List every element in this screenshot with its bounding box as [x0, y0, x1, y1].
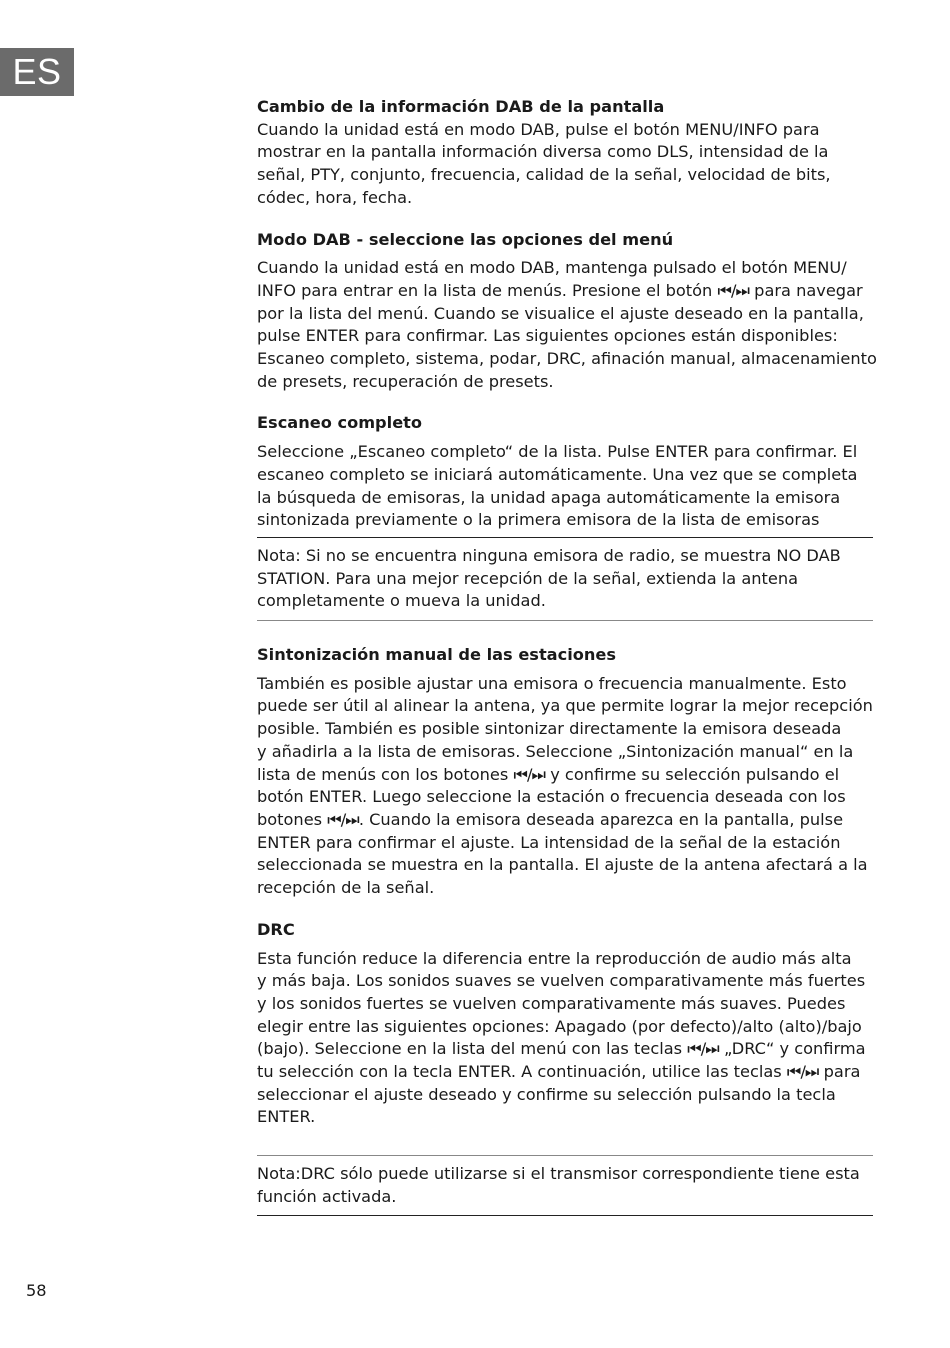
section-heading: Cambio de la información DAB de la pantalla: [257, 97, 665, 116]
section-info-display: [257, 96, 873, 210]
prev-next-icon: ⏮/⏭: [513, 764, 546, 784]
section-body: [257, 441, 873, 532]
prev-next-icon: ⏮/⏭: [717, 280, 750, 300]
text-line: por la lista del menú. Cuando se visualice el ajuste deseado en la pantalla,: [257, 303, 864, 323]
text-fragment: „DRC“ y confirma: [718, 1039, 866, 1059]
text-line: y añadirla a la lista de emisoras. Seleccione „Sintonización manual“ en la: [257, 741, 854, 761]
text-line: Seleccione „Escaneo completo“ de la lista. Pulse ENTER para confirmar. El: [257, 442, 858, 462]
text-line: pulse ENTER para confirmar. Las siguientes opciones están disponibles:: [257, 326, 838, 346]
text-line: y los sonidos fuertes se vuelven comparativamente más suaves. Puedes: [257, 993, 846, 1013]
prev-next-icon: ⏮/⏭: [687, 1039, 719, 1059]
text-line: [257, 280, 873, 303]
text-line: sintonizada previamente o la primera emisora de la lista de emisoras: [257, 510, 820, 530]
text-line: mostrar en la pantalla información diversa como DLS, intensidad de la: [257, 142, 829, 162]
text-line: ENTER.: [257, 1107, 316, 1127]
text-line: posible. También es posible sintonizar directamente la emisora deseada: [257, 719, 842, 739]
text-fragment: botones: [257, 809, 328, 829]
note-text: [257, 545, 873, 613]
text-line: Cuando la unidad está en modo DAB, pulse el botón MENU/INFO para: [257, 119, 820, 139]
section-heading: Sintonización manual de las estaciones: [257, 645, 617, 665]
section-full-scan: [257, 412, 873, 621]
text-fragment: para navegar: [749, 280, 863, 300]
text-line: Nota:DRC sólo puede utilizarse si el transmisor correspondiente tiene esta: [257, 1164, 860, 1184]
divider: [257, 1155, 873, 1156]
text-line: [257, 1038, 873, 1061]
section-heading: DRC: [257, 919, 295, 939]
text-fragment: para: [818, 1062, 861, 1082]
text-line: completamente o mueva la unidad.: [257, 591, 546, 611]
text-line: ENTER para confirmar el ajuste. La intensidad de la señal de la estación: [257, 832, 841, 852]
section-body: [257, 257, 877, 393]
section-body: [257, 948, 873, 1130]
text-line: Cuando la unidad está en modo DAB, mantenga pulsado el botón MENU/: [257, 258, 847, 278]
text-line: la búsqueda de emisoras, la unidad apaga automáticamente la emisora: [257, 487, 841, 507]
text-fragment: INFO para entrar en la lista de menús. Presione el botón: [257, 280, 718, 300]
text-line: STATION. Para una mejor recepción de la señal, extienda la antena: [257, 568, 798, 588]
page-content: [257, 96, 877, 1216]
prev-next-icon: ⏮/⏭: [327, 809, 359, 829]
section-body: [257, 673, 873, 900]
text-line: [257, 809, 873, 832]
text-fragment: . Cuando la emisora deseada aparezca en la pantalla, pulse: [358, 809, 844, 829]
section-heading: Modo DAB - seleccione las opciones del menú: [257, 229, 674, 249]
text-line: Nota: Si no se encuentra ninguna emisora de radio, se muestra NO DAB: [257, 545, 841, 565]
section-heading: Escaneo completo: [257, 413, 423, 433]
note-text: [257, 1163, 873, 1208]
divider: [257, 620, 873, 621]
text-line: [257, 1061, 873, 1084]
text-fragment: tu selección con la tecla ENTER. A continuación, utilice las teclas: [257, 1062, 787, 1082]
section-drc: [257, 919, 873, 1216]
prev-next-icon: ⏮/⏭: [786, 1062, 819, 1082]
text-line: códec, hora, fecha.: [257, 187, 413, 207]
text-line: puede ser útil al alinear la antena, ya que permite lograr la mejor recepción: [257, 696, 873, 716]
text-fragment: lista de menús con los botones: [257, 764, 514, 784]
text-line: seleccionar el ajuste deseado y confirme su selección pulsando la tecla: [257, 1084, 836, 1104]
text-line: recepción de la señal.: [257, 878, 435, 898]
text-line: escaneo completo se iniciará automáticamente. Una vez que se completa: [257, 464, 858, 484]
text-line: señal, PTY, conjunto, frecuencia, calidad de la señal, velocidad de bits,: [257, 165, 831, 185]
text-line: botón ENTER. Luego seleccione la estación o frecuencia deseada con los: [257, 787, 846, 807]
section-manual-tuning: [257, 644, 873, 900]
section-menu-options: [257, 229, 877, 394]
section-body: [257, 119, 873, 210]
text-line: Escaneo completo, sistema, podar, DRC, afinación manual, almacenamiento: [257, 349, 877, 369]
text-line: elegir entre las siguientes opciones: Apagado (por defecto)/alto (alto)/bajo: [257, 1016, 862, 1036]
text-fragment: (bajo). Seleccione en la lista del menú con las teclas: [257, 1039, 688, 1059]
divider: [257, 1215, 873, 1216]
divider: [257, 537, 873, 538]
text-line: También es posible ajustar una emisora o frecuencia manualmente. Esto: [257, 673, 847, 693]
language-tab: ES: [0, 48, 74, 96]
text-line: Esta función reduce la diferencia entre la reproducción de audio más alta: [257, 948, 852, 968]
text-fragment: y confirme su selección pulsando el: [545, 764, 840, 784]
text-line: [257, 764, 873, 787]
text-line: seleccionada se muestra en la pantalla. El ajuste de la antena afectará a la: [257, 855, 868, 875]
page-number: 58: [26, 1281, 47, 1300]
text-line: y más baja. Los sonidos suaves se vuelven comparativamente más fuertes: [257, 971, 866, 991]
text-line: función activada.: [257, 1186, 397, 1206]
text-line: de presets, recuperación de presets.: [257, 371, 554, 391]
